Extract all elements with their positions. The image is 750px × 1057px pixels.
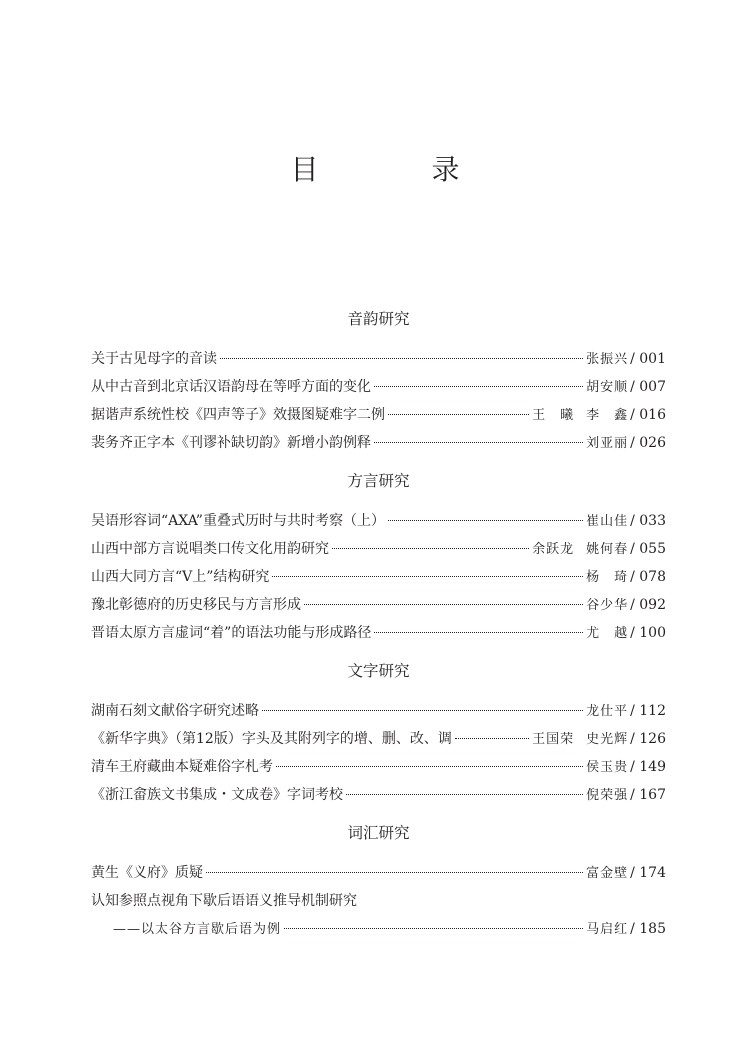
author-name: 富金壁 (586, 866, 629, 881)
entry-page-number: / 055 (630, 541, 666, 557)
dot-leader (388, 414, 529, 415)
entry-authors (586, 564, 628, 592)
dot-leader (388, 520, 583, 521)
author-name: 谷少华 (586, 598, 629, 613)
entry-title: 山西中部方言说唱类口传文化用韵研究 (91, 541, 329, 557)
entry-authors (586, 346, 628, 374)
entry-page-number: / 112 (630, 703, 666, 719)
entry-authors (586, 860, 628, 888)
toc-section (91, 819, 666, 943)
toc-entry[interactable] (91, 725, 666, 753)
entry-page-number: / 126 (630, 731, 666, 747)
dot-leader (455, 738, 529, 739)
entry-page-number: / 167 (630, 787, 666, 803)
author-name: 杨 琦 (586, 570, 629, 585)
author-name: 马启红 (586, 922, 629, 937)
author-name: 王 曦 (532, 408, 575, 423)
dot-leader (374, 442, 583, 443)
toc-entry-title-line[interactable]: 认知参照点视角下歇后语语义推导机制研究 (91, 893, 357, 909)
toc-entry[interactable] (91, 373, 666, 401)
entry-subtitle: ——以太谷方言歇后语为例 (113, 922, 282, 937)
toc-entry[interactable] (91, 781, 666, 809)
entry-authors (532, 402, 628, 430)
entry-title: 《新华字典》（第12版）字头及其附列字的增、删、改、调 (91, 731, 452, 747)
toc-entry[interactable] (91, 619, 666, 647)
entry-authors (586, 620, 628, 648)
entry-title: 《浙江畲族文书集成・文成卷》字词考校 (91, 787, 343, 803)
toc-entry[interactable] (91, 591, 666, 619)
entry-authors (586, 698, 628, 726)
dot-leader (374, 632, 583, 633)
entry-authors (586, 782, 628, 810)
entry-title: 湖南石刻文献俗字研究述略 (91, 703, 259, 719)
entry-authors (586, 374, 628, 402)
section-heading: 文字研究 (347, 662, 410, 680)
author-name: 李 鑫 (586, 408, 629, 423)
entry-page-number: / 092 (630, 597, 666, 613)
toc-entry[interactable] (91, 859, 666, 887)
entry-title: 关于古见母字的音读 (91, 351, 217, 367)
dot-leader (206, 872, 583, 873)
author-name: 尤 越 (586, 626, 629, 641)
entry-title: 吴语形容词“AXA”重叠式历时与共时考察（上） (91, 513, 385, 529)
author-name: 余跃龙 (532, 542, 575, 557)
entry-title: 据谐声系统性校《四声等子》效摄图疑难字二例 (91, 407, 385, 423)
entry-authors (586, 754, 628, 782)
toc-entry[interactable] (91, 563, 666, 591)
author-name: 姚何春 (586, 542, 629, 557)
entry-page-number: / 001 (630, 351, 666, 367)
entry-page-number: / 185 (630, 921, 666, 937)
entry-title: 山西大同方言“V上”结构研究 (91, 569, 270, 585)
author-name: 侯玉贵 (586, 760, 629, 775)
dot-leader (284, 928, 583, 929)
toc-entry[interactable] (91, 345, 666, 373)
entry-authors (532, 726, 628, 754)
page-title: 目 录 (290, 153, 512, 186)
entry-page-number: / 174 (630, 865, 666, 881)
dot-leader (346, 794, 583, 795)
dot-leader (374, 386, 583, 387)
entry-title: 黄生《义府》质疑 (91, 865, 203, 881)
entry-page-number: / 100 (630, 625, 666, 641)
entry-authors (586, 592, 628, 620)
toc-entry[interactable] (91, 401, 666, 429)
section-heading: 方言研究 (347, 472, 410, 490)
dot-leader (220, 358, 583, 359)
dot-leader (332, 548, 529, 549)
entry-authors (586, 508, 628, 536)
author-name: 史光辉 (586, 732, 629, 747)
entry-page-number: / 016 (630, 407, 666, 423)
author-name: 张振兴 (586, 352, 629, 367)
entry-page-number: / 007 (630, 379, 666, 395)
author-name: 崔山佳 (586, 514, 629, 529)
dot-leader (272, 576, 583, 577)
toc-section (91, 657, 666, 809)
entry-authors (586, 430, 628, 458)
entry-title: 清车王府藏曲本疑难俗字札考 (91, 759, 273, 775)
toc-entry[interactable] (91, 915, 666, 943)
entry-page-number: / 149 (630, 759, 666, 775)
author-name: 王国荣 (532, 732, 575, 747)
toc-entry[interactable] (91, 429, 666, 457)
author-name: 刘亚丽 (586, 436, 629, 451)
entry-title: 从中古音到北京话汉语韵母在等呼方面的变化 (91, 379, 371, 395)
author-name: 倪荣强 (586, 788, 629, 803)
toc-section (91, 305, 666, 457)
author-name: 胡安顺 (586, 380, 629, 395)
table-of-contents (91, 305, 666, 943)
dot-leader (276, 766, 583, 767)
entry-title: 裴务齐正字本《刊谬补缺切韵》新增小韵例释 (91, 435, 371, 451)
entry-page-number: / 026 (630, 435, 666, 451)
toc-entry[interactable] (91, 753, 666, 781)
section-heading: 词汇研究 (347, 824, 410, 842)
entry-authors (532, 536, 628, 564)
toc-entry[interactable] (91, 697, 666, 725)
dot-leader (304, 604, 583, 605)
toc-section (91, 467, 666, 647)
entry-page-number: / 078 (630, 569, 666, 585)
toc-entry[interactable] (91, 535, 666, 563)
entry-authors (586, 916, 628, 944)
toc-entry[interactable] (91, 507, 666, 535)
section-heading: 音韵研究 (347, 310, 410, 328)
dot-leader (262, 710, 583, 711)
entry-title: 豫北彰德府的历史移民与方言形成 (91, 597, 301, 613)
entry-title: 晋语太原方言虚词“着”的语法功能与形成路径 (91, 625, 372, 641)
author-name: 龙仕平 (586, 704, 629, 719)
entry-page-number: / 033 (630, 513, 666, 529)
